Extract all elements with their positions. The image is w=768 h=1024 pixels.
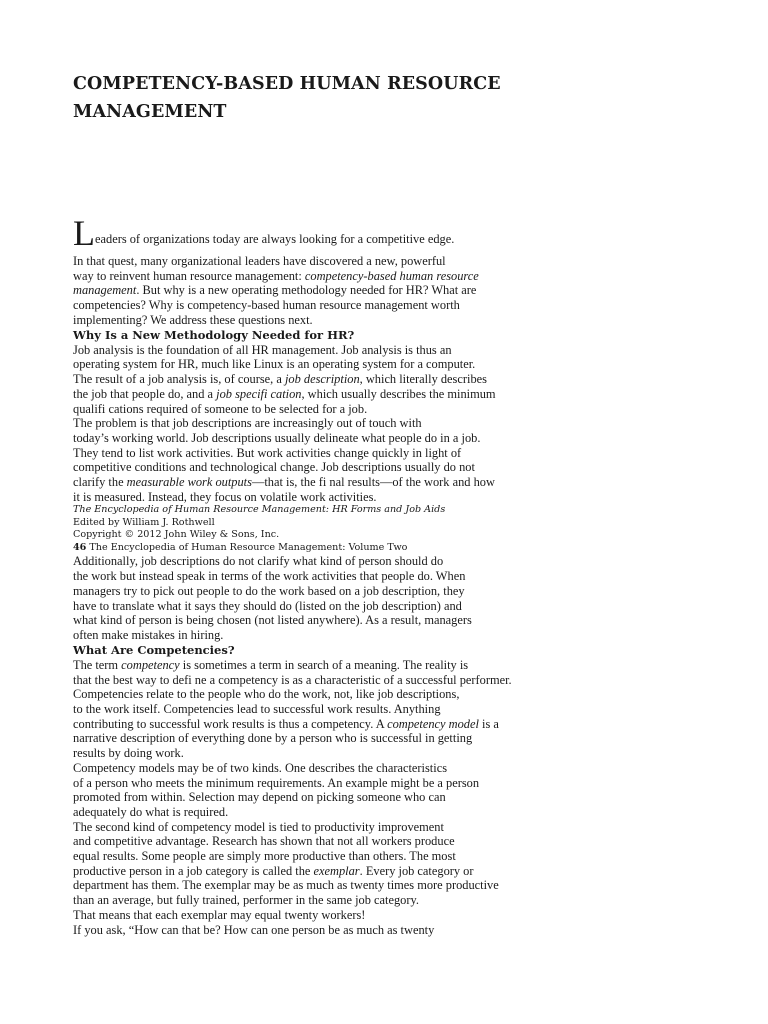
footer-book-title: The Encyclopedia of Human Resource Management: HR Forms and Job Aids bbox=[73, 504, 446, 516]
paragraph bbox=[73, 254, 713, 328]
text-line: Competencies relate to the people who do the work, not, like job descriptions, bbox=[73, 687, 460, 702]
text-line: equal results. Some people are simply more productive than others. The most bbox=[73, 849, 456, 864]
paragraph bbox=[73, 761, 713, 820]
paragraph bbox=[73, 658, 713, 761]
text-line: way to reinvent human resource management: competency-based human resource bbox=[73, 268, 479, 283]
page-number: 46 bbox=[73, 541, 87, 553]
opening-line bbox=[73, 213, 713, 254]
text-line: department has them. The exemplar may be as much as twenty times more productive bbox=[73, 878, 499, 893]
emphasis: competency bbox=[121, 657, 180, 672]
emphasis: job specifi cation bbox=[216, 386, 302, 401]
text-line: Job analysis is the foundation of all HR management. Job analysis is thus an bbox=[73, 342, 452, 357]
emphasis: measurable work outputs bbox=[126, 475, 252, 490]
text-line: today’s working world. Job descriptions usually delineate what people do in a job. bbox=[73, 430, 481, 445]
text-line: They tend to list work activities. But work activities change quickly in light of bbox=[73, 445, 462, 460]
text-line: productive person in a job category is called the exemplar. Every job category or bbox=[73, 863, 474, 878]
text-line: clarify the measurable work outputs—that is, the fi nal results—of the work and how bbox=[73, 475, 495, 490]
text-line: operating system for HR, much like Linux is an operating system for a computer. bbox=[73, 357, 476, 372]
text-line: managers try to pick out people to do the work based on a job description, they bbox=[73, 583, 465, 598]
section-heading: Why Is a New Methodology Needed for HR? bbox=[73, 327, 355, 342]
text-line: what kind of person is being chosen (not listed anywhere). As a result, managers bbox=[73, 613, 472, 628]
emphasis: job description bbox=[284, 372, 360, 387]
text-line: The problem is that job descriptions are increasingly out of touch with bbox=[73, 416, 422, 431]
body-text bbox=[73, 213, 713, 937]
text-line: that the best way to defi ne a competency is as a characteristic of a successful performer. bbox=[73, 672, 512, 687]
text-line: In that quest, many organizational leaders have discovered a new, powerful bbox=[73, 254, 446, 268]
text-line: qualifi cations required of someone to be selected for a job. bbox=[73, 401, 368, 416]
section-heading: What Are Competencies? bbox=[73, 642, 235, 657]
chapter-title-line-1: COMPETENCY-BASED HUMAN RESOURCE bbox=[73, 74, 501, 94]
text-line: contributing to successful work results is thus a competency. A competency model is a bbox=[73, 716, 499, 731]
page-footer bbox=[73, 504, 713, 554]
text-line: competencies? Why is competency-based human resource management worth bbox=[73, 298, 460, 313]
chapter-title-line-2: MANAGEMENT bbox=[73, 102, 227, 122]
running-head bbox=[73, 542, 713, 555]
running-head-title: The Encyclopedia of Human Resource Management: Volume Two bbox=[86, 541, 408, 553]
emphasis: management bbox=[73, 283, 137, 298]
paragraph bbox=[73, 820, 713, 938]
paragraph bbox=[73, 416, 713, 504]
text-line: of a person who meets the minimum requirements. An example might be a person bbox=[73, 775, 480, 790]
footer-editor: Edited by William J. Rothwell bbox=[73, 516, 215, 528]
text-line: Additionally, job descriptions do not clarify what kind of person should do bbox=[73, 554, 444, 569]
drop-cap: L bbox=[73, 213, 95, 253]
text-line: the work but instead speak in terms of the work activities that people do. When bbox=[73, 569, 466, 584]
text-line: often make mistakes in hiring. bbox=[73, 627, 224, 642]
text-line: Competency models may be of two kinds. One describes the characteristics bbox=[73, 760, 448, 775]
text-line: it is measured. Instead, they focus on volatile work activities. bbox=[73, 489, 377, 504]
text-line: the job that people do, and a job specifi cation, which usually describes the minimum bbox=[73, 386, 496, 401]
text-line: That means that each exemplar may equal twenty workers! bbox=[73, 907, 366, 922]
footer-copyright: Copyright © 2012 John Wiley & Sons, Inc. bbox=[73, 529, 280, 541]
text-line: The second kind of competency model is tied to productivity improvement bbox=[73, 819, 444, 834]
text-line: to the work itself. Competencies lead to successful work results. Anything bbox=[73, 701, 441, 716]
text-line: If you ask, “How can that be? How can one person be as much as twenty bbox=[73, 922, 435, 937]
text-line: competitive conditions and technological change. Job descriptions usually do not bbox=[73, 460, 475, 475]
text-line: and competitive advantage. Research has shown that not all workers produce bbox=[73, 834, 455, 849]
text-line: narrative description of everything done by a person who is successful in getting bbox=[73, 731, 473, 746]
emphasis: exemplar bbox=[313, 863, 360, 878]
text-line: than an average, but fully trained, performer in the same job category. bbox=[73, 893, 419, 908]
text-line: results by doing work. bbox=[73, 746, 184, 761]
text-line: have to translate what it says they should do (listed on the job description) and bbox=[73, 598, 462, 613]
emphasis: competency model bbox=[387, 716, 479, 731]
text-line: implementing? We address these questions next. bbox=[73, 312, 313, 327]
text-line: adequately do what is required. bbox=[73, 804, 229, 819]
text-line: management. But why is a new operating methodology needed for HR? What are bbox=[73, 283, 477, 298]
chapter-title bbox=[73, 70, 673, 126]
text-line: promoted from within. Selection may depend on picking someone who can bbox=[73, 790, 446, 805]
paragraph bbox=[73, 554, 713, 642]
emphasis: competency-based human resource bbox=[304, 268, 479, 283]
opening-line-text: eaders of organizations today are always looking for a competitive edge. bbox=[95, 232, 455, 246]
paragraph bbox=[73, 343, 713, 417]
text-line: The result of a job analysis is, of course, a job description, which literally describes bbox=[73, 372, 487, 387]
text-line: The term competency is sometimes a term in search of a meaning. The reality is bbox=[73, 657, 469, 672]
